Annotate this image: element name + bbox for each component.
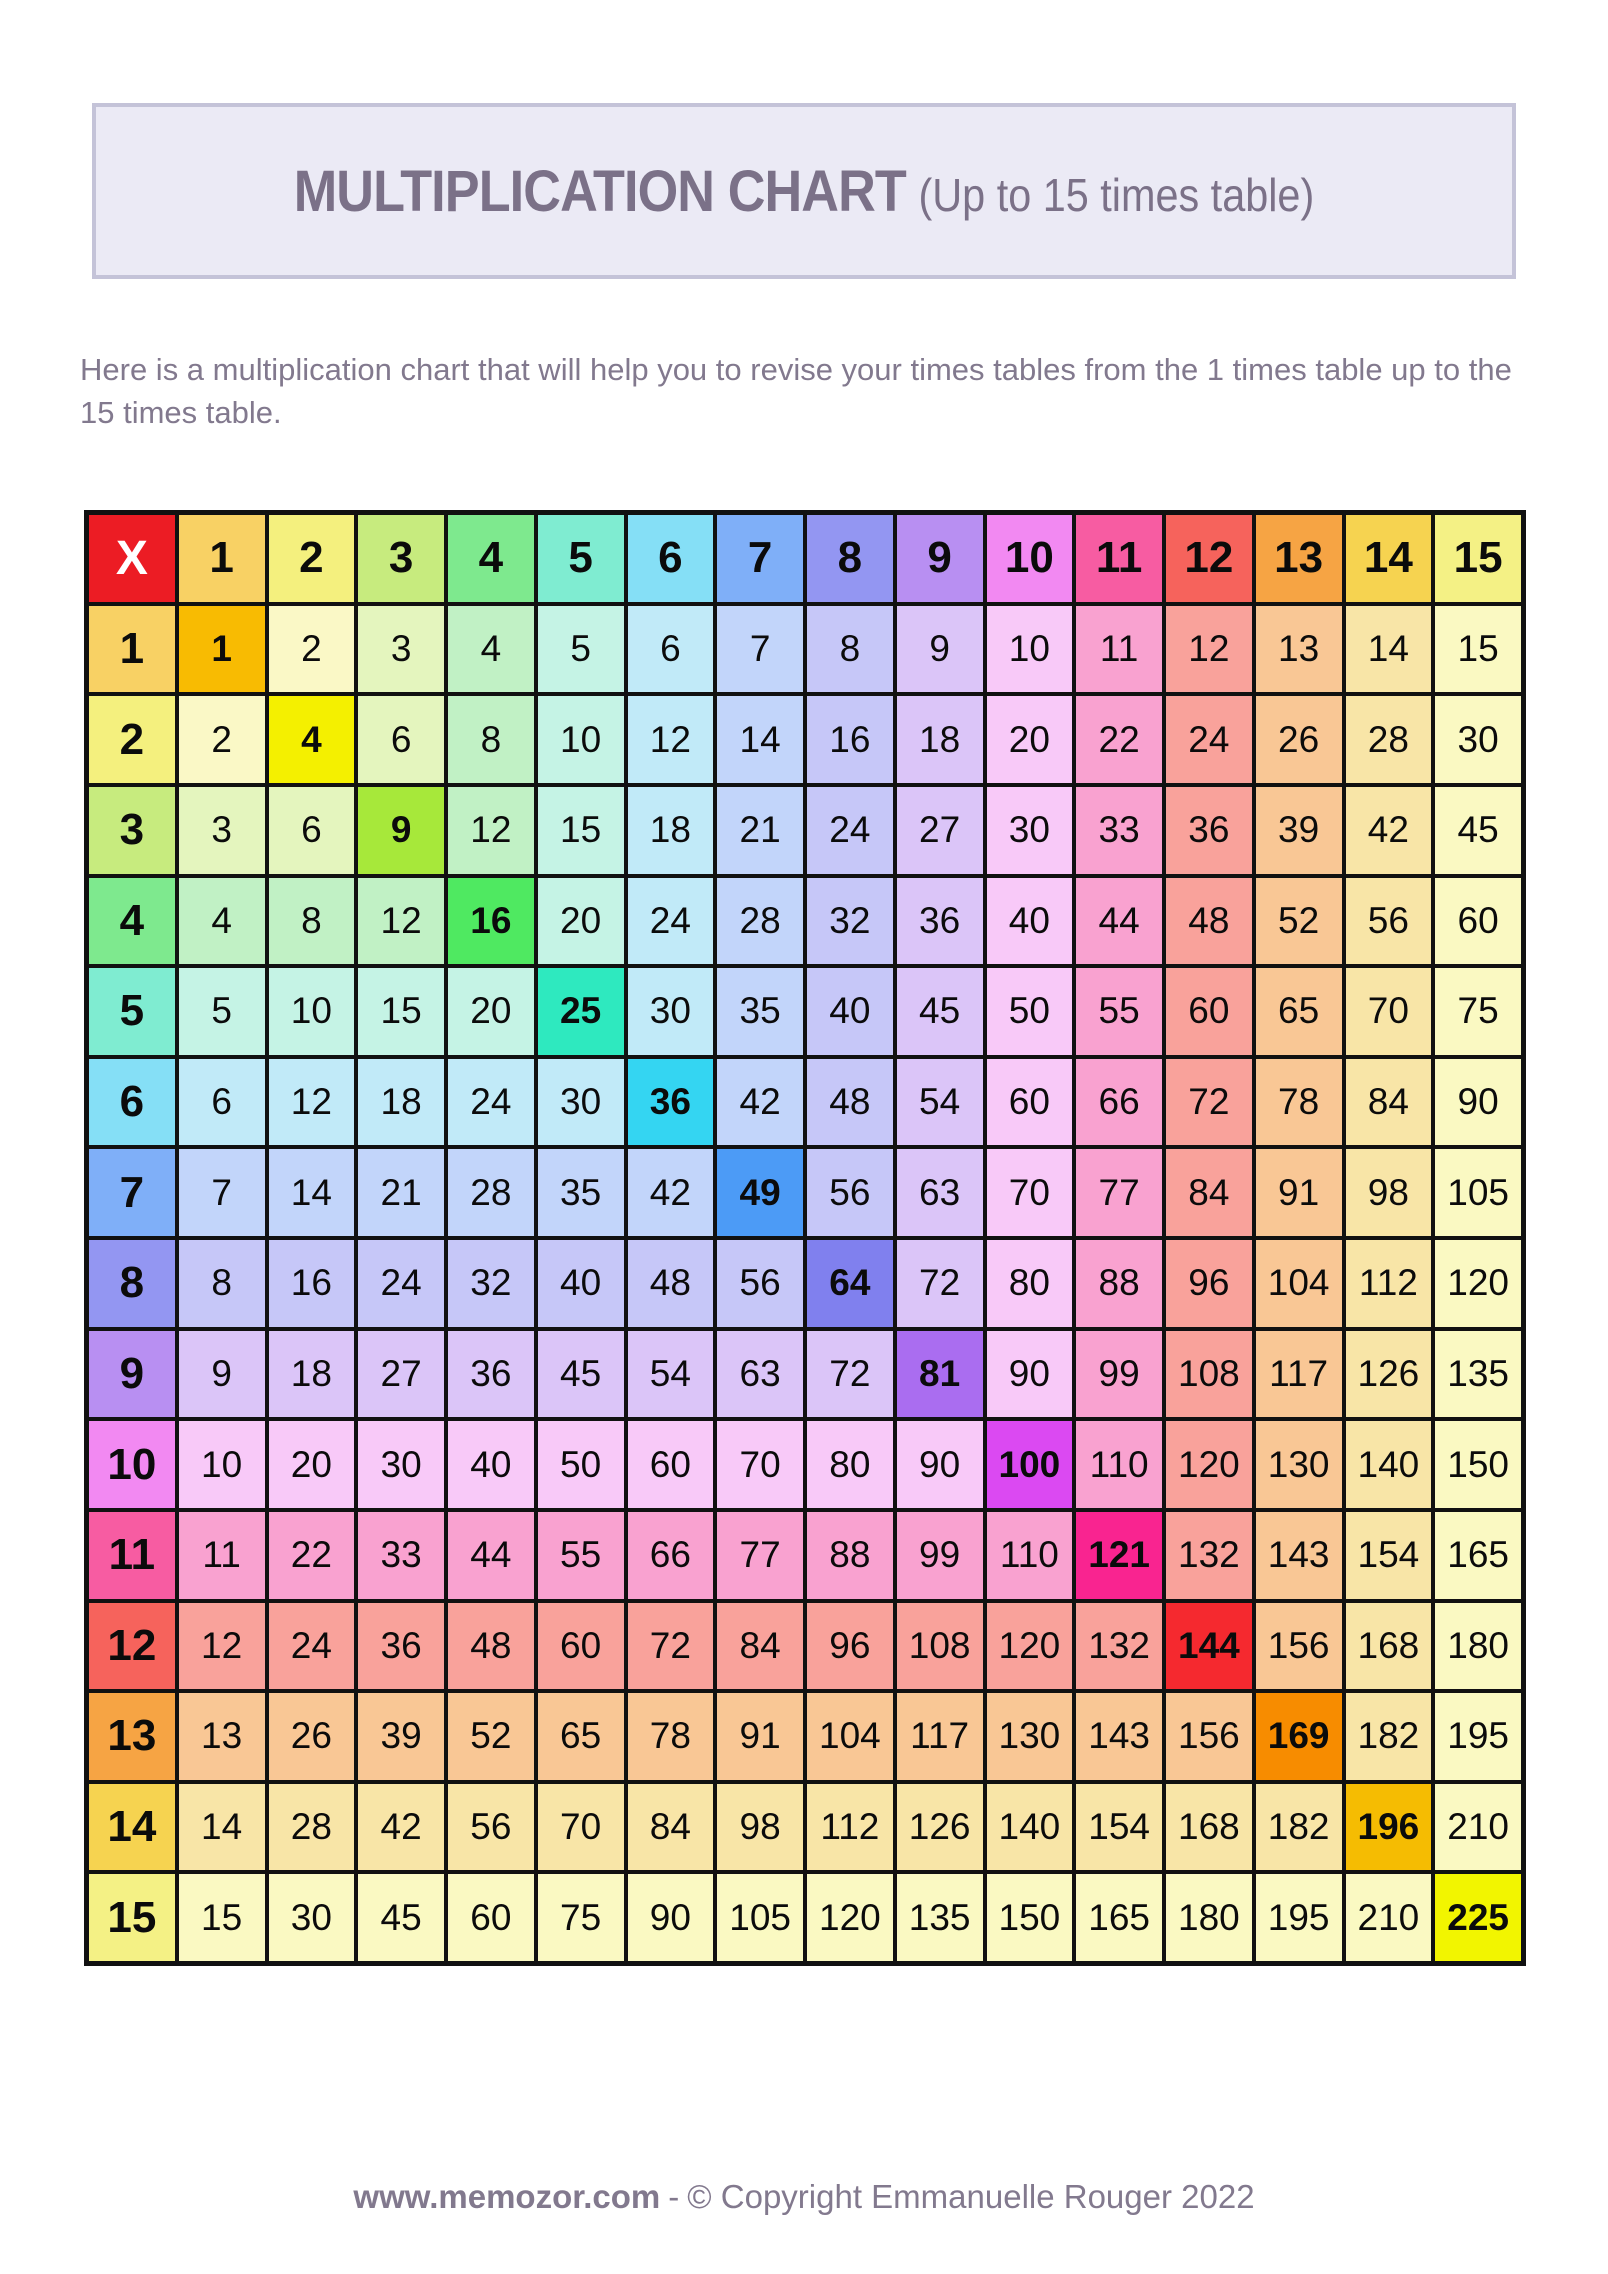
cell-1x9: 9 bbox=[897, 606, 983, 693]
col-header-1: 1 bbox=[179, 515, 265, 602]
cell-3x14: 42 bbox=[1346, 787, 1432, 874]
cell-6x12: 72 bbox=[1166, 1059, 1252, 1146]
cell-8x6: 48 bbox=[628, 1240, 714, 1327]
cell-9x2: 18 bbox=[269, 1331, 355, 1418]
page-title bbox=[294, 158, 1315, 225]
cell-2x14: 28 bbox=[1346, 696, 1432, 783]
cell-12x13: 156 bbox=[1256, 1603, 1342, 1690]
cell-7x12: 84 bbox=[1166, 1149, 1252, 1236]
cell-8x14: 112 bbox=[1346, 1240, 1432, 1327]
intro-text: Here is a multiplication chart that will help you to revise your times tables from the 1 times table up to the 15 times table. bbox=[80, 352, 1512, 431]
cell-7x5: 35 bbox=[538, 1149, 624, 1236]
cell-4x10: 40 bbox=[987, 878, 1073, 965]
cell-1x14: 14 bbox=[1346, 606, 1432, 693]
cell-14x12: 168 bbox=[1166, 1784, 1252, 1871]
cell-6x6: 36 bbox=[628, 1059, 714, 1146]
cell-6x14: 84 bbox=[1346, 1059, 1432, 1146]
cell-8x3: 24 bbox=[358, 1240, 444, 1327]
cell-7x10: 70 bbox=[987, 1149, 1073, 1236]
cell-12x8: 96 bbox=[807, 1603, 893, 1690]
cell-15x1: 15 bbox=[179, 1874, 265, 1961]
cell-7x15: 105 bbox=[1435, 1149, 1521, 1236]
cell-9x5: 45 bbox=[538, 1331, 624, 1418]
cell-11x10: 110 bbox=[987, 1512, 1073, 1599]
cell-15x10: 150 bbox=[987, 1874, 1073, 1961]
cell-10x14: 140 bbox=[1346, 1421, 1432, 1508]
row-header-1: 1 bbox=[89, 606, 175, 693]
cell-6x10: 60 bbox=[987, 1059, 1073, 1146]
cell-8x9: 72 bbox=[897, 1240, 983, 1327]
cell-4x12: 48 bbox=[1166, 878, 1252, 965]
cell-15x2: 30 bbox=[269, 1874, 355, 1961]
col-header-11: 11 bbox=[1076, 515, 1162, 602]
col-header-9: 9 bbox=[897, 515, 983, 602]
cell-3x8: 24 bbox=[807, 787, 893, 874]
cell-12x7: 84 bbox=[717, 1603, 803, 1690]
multiplication-grid bbox=[84, 510, 1526, 1966]
cell-4x8: 32 bbox=[807, 878, 893, 965]
cell-5x11: 55 bbox=[1076, 968, 1162, 1055]
cell-3x15: 45 bbox=[1435, 787, 1521, 874]
cell-1x2: 2 bbox=[269, 606, 355, 693]
cell-7x14: 98 bbox=[1346, 1149, 1432, 1236]
cell-14x9: 126 bbox=[897, 1784, 983, 1871]
cell-15x4: 60 bbox=[448, 1874, 534, 1961]
cell-4x7: 28 bbox=[717, 878, 803, 965]
cell-15x6: 90 bbox=[628, 1874, 714, 1961]
cell-11x15: 165 bbox=[1435, 1512, 1521, 1599]
cell-8x1: 8 bbox=[179, 1240, 265, 1327]
cell-15x3: 45 bbox=[358, 1874, 444, 1961]
cell-9x3: 27 bbox=[358, 1331, 444, 1418]
cell-6x13: 78 bbox=[1256, 1059, 1342, 1146]
cell-7x1: 7 bbox=[179, 1149, 265, 1236]
cell-9x11: 99 bbox=[1076, 1331, 1162, 1418]
cell-11x2: 22 bbox=[269, 1512, 355, 1599]
cell-8x5: 40 bbox=[538, 1240, 624, 1327]
col-header-13: 13 bbox=[1256, 515, 1342, 602]
row-header-6: 6 bbox=[89, 1059, 175, 1146]
cell-13x15: 195 bbox=[1435, 1693, 1521, 1780]
cell-10x11: 110 bbox=[1076, 1421, 1162, 1508]
cell-14x4: 56 bbox=[448, 1784, 534, 1871]
cell-7x9: 63 bbox=[897, 1149, 983, 1236]
cell-13x13: 169 bbox=[1256, 1693, 1342, 1780]
cell-12x6: 72 bbox=[628, 1603, 714, 1690]
cell-10x15: 150 bbox=[1435, 1421, 1521, 1508]
row-header-11: 11 bbox=[89, 1512, 175, 1599]
cell-2x1: 2 bbox=[179, 696, 265, 783]
cell-1x11: 11 bbox=[1076, 606, 1162, 693]
cell-3x10: 30 bbox=[987, 787, 1073, 874]
cell-14x15: 210 bbox=[1435, 1784, 1521, 1871]
cell-5x13: 65 bbox=[1256, 968, 1342, 1055]
row-header-14: 14 bbox=[89, 1784, 175, 1871]
cell-8x12: 96 bbox=[1166, 1240, 1252, 1327]
cell-13x4: 52 bbox=[448, 1693, 534, 1780]
cell-3x1: 3 bbox=[179, 787, 265, 874]
cell-8x13: 104 bbox=[1256, 1240, 1342, 1327]
cell-10x2: 20 bbox=[269, 1421, 355, 1508]
cell-13x12: 156 bbox=[1166, 1693, 1252, 1780]
cell-9x10: 90 bbox=[987, 1331, 1073, 1418]
cell-11x12: 132 bbox=[1166, 1512, 1252, 1599]
row-header-9: 9 bbox=[89, 1331, 175, 1418]
cell-9x4: 36 bbox=[448, 1331, 534, 1418]
cell-3x2: 6 bbox=[269, 787, 355, 874]
cell-2x4: 8 bbox=[448, 696, 534, 783]
row-header-4: 4 bbox=[89, 878, 175, 965]
cell-3x6: 18 bbox=[628, 787, 714, 874]
cell-14x7: 98 bbox=[717, 1784, 803, 1871]
cell-1x15: 15 bbox=[1435, 606, 1521, 693]
cell-10x4: 40 bbox=[448, 1421, 534, 1508]
row-header-12: 12 bbox=[89, 1603, 175, 1690]
cell-3x4: 12 bbox=[448, 787, 534, 874]
cell-7x2: 14 bbox=[269, 1149, 355, 1236]
cell-2x8: 16 bbox=[807, 696, 893, 783]
cell-12x14: 168 bbox=[1346, 1603, 1432, 1690]
cell-10x3: 30 bbox=[358, 1421, 444, 1508]
cell-5x1: 5 bbox=[179, 968, 265, 1055]
cell-5x3: 15 bbox=[358, 968, 444, 1055]
cell-11x4: 44 bbox=[448, 1512, 534, 1599]
cell-14x3: 42 bbox=[358, 1784, 444, 1871]
cell-9x14: 126 bbox=[1346, 1331, 1432, 1418]
cell-9x6: 54 bbox=[628, 1331, 714, 1418]
cell-13x9: 117 bbox=[897, 1693, 983, 1780]
cell-2x10: 20 bbox=[987, 696, 1073, 783]
cell-14x13: 182 bbox=[1256, 1784, 1342, 1871]
cell-15x11: 165 bbox=[1076, 1874, 1162, 1961]
cell-12x15: 180 bbox=[1435, 1603, 1521, 1690]
multiplication-table bbox=[84, 510, 1526, 1966]
cell-9x8: 72 bbox=[807, 1331, 893, 1418]
cell-10x1: 10 bbox=[179, 1421, 265, 1508]
cell-1x6: 6 bbox=[628, 606, 714, 693]
col-header-4: 4 bbox=[448, 515, 534, 602]
row-header-2: 2 bbox=[89, 696, 175, 783]
cell-8x11: 88 bbox=[1076, 1240, 1162, 1327]
col-header-14: 14 bbox=[1346, 515, 1432, 602]
cell-8x10: 80 bbox=[987, 1240, 1073, 1327]
cell-4x1: 4 bbox=[179, 878, 265, 965]
cell-12x9: 108 bbox=[897, 1603, 983, 1690]
cell-1x5: 5 bbox=[538, 606, 624, 693]
cell-1x12: 12 bbox=[1166, 606, 1252, 693]
cell-2x6: 12 bbox=[628, 696, 714, 783]
cell-3x12: 36 bbox=[1166, 787, 1252, 874]
cell-11x7: 77 bbox=[717, 1512, 803, 1599]
cell-1x3: 3 bbox=[358, 606, 444, 693]
cell-3x7: 21 bbox=[717, 787, 803, 874]
cell-11x5: 55 bbox=[538, 1512, 624, 1599]
cell-1x13: 13 bbox=[1256, 606, 1342, 693]
cell-4x5: 20 bbox=[538, 878, 624, 965]
cell-6x4: 24 bbox=[448, 1059, 534, 1146]
col-header-6: 6 bbox=[628, 515, 714, 602]
cell-13x3: 39 bbox=[358, 1693, 444, 1780]
cell-12x5: 60 bbox=[538, 1603, 624, 1690]
cell-7x4: 28 bbox=[448, 1149, 534, 1236]
col-header-7: 7 bbox=[717, 515, 803, 602]
row-header-5: 5 bbox=[89, 968, 175, 1055]
cell-14x6: 84 bbox=[628, 1784, 714, 1871]
cell-3x3: 9 bbox=[358, 787, 444, 874]
cell-1x1: 1 bbox=[179, 606, 265, 693]
cell-13x2: 26 bbox=[269, 1693, 355, 1780]
cell-13x6: 78 bbox=[628, 1693, 714, 1780]
cell-12x4: 48 bbox=[448, 1603, 534, 1690]
cell-2x13: 26 bbox=[1256, 696, 1342, 783]
cell-10x10: 100 bbox=[987, 1421, 1073, 1508]
cell-8x7: 56 bbox=[717, 1240, 803, 1327]
cell-13x7: 91 bbox=[717, 1693, 803, 1780]
cell-4x15: 60 bbox=[1435, 878, 1521, 965]
col-header-5: 5 bbox=[538, 515, 624, 602]
cell-3x13: 39 bbox=[1256, 787, 1342, 874]
cell-11x6: 66 bbox=[628, 1512, 714, 1599]
cell-11x14: 154 bbox=[1346, 1512, 1432, 1599]
cell-10x9: 90 bbox=[897, 1421, 983, 1508]
row-header-10: 10 bbox=[89, 1421, 175, 1508]
cell-10x7: 70 bbox=[717, 1421, 803, 1508]
cell-6x5: 30 bbox=[538, 1059, 624, 1146]
cell-6x7: 42 bbox=[717, 1059, 803, 1146]
cell-1x4: 4 bbox=[448, 606, 534, 693]
cell-6x3: 18 bbox=[358, 1059, 444, 1146]
cell-13x5: 65 bbox=[538, 1693, 624, 1780]
cell-7x8: 56 bbox=[807, 1149, 893, 1236]
cell-14x11: 154 bbox=[1076, 1784, 1162, 1871]
title-banner bbox=[92, 103, 1516, 279]
cell-11x1: 11 bbox=[179, 1512, 265, 1599]
footer-separator: - bbox=[668, 2178, 680, 2215]
cell-10x12: 120 bbox=[1166, 1421, 1252, 1508]
cell-14x8: 112 bbox=[807, 1784, 893, 1871]
cell-15x14: 210 bbox=[1346, 1874, 1432, 1961]
cell-7x7: 49 bbox=[717, 1149, 803, 1236]
cell-14x1: 14 bbox=[179, 1784, 265, 1871]
cell-11x13: 143 bbox=[1256, 1512, 1342, 1599]
cell-4x3: 12 bbox=[358, 878, 444, 965]
cell-3x5: 15 bbox=[538, 787, 624, 874]
col-header-12: 12 bbox=[1166, 515, 1252, 602]
cell-15x15: 225 bbox=[1435, 1874, 1521, 1961]
cell-5x7: 35 bbox=[717, 968, 803, 1055]
cell-4x2: 8 bbox=[269, 878, 355, 965]
cell-13x11: 143 bbox=[1076, 1693, 1162, 1780]
cell-5x2: 10 bbox=[269, 968, 355, 1055]
row-header-3: 3 bbox=[89, 787, 175, 874]
cell-12x1: 12 bbox=[179, 1603, 265, 1690]
col-header-3: 3 bbox=[358, 515, 444, 602]
cell-7x3: 21 bbox=[358, 1149, 444, 1236]
cell-5x15: 75 bbox=[1435, 968, 1521, 1055]
cell-13x14: 182 bbox=[1346, 1693, 1432, 1780]
col-header-15: 15 bbox=[1435, 515, 1521, 602]
cell-10x5: 50 bbox=[538, 1421, 624, 1508]
cell-9x7: 63 bbox=[717, 1331, 803, 1418]
cell-6x11: 66 bbox=[1076, 1059, 1162, 1146]
cell-5x8: 40 bbox=[807, 968, 893, 1055]
cell-5x10: 50 bbox=[987, 968, 1073, 1055]
cell-7x13: 91 bbox=[1256, 1149, 1342, 1236]
cell-11x11: 121 bbox=[1076, 1512, 1162, 1599]
cell-8x15: 120 bbox=[1435, 1240, 1521, 1327]
cell-8x8: 64 bbox=[807, 1240, 893, 1327]
cell-13x8: 104 bbox=[807, 1693, 893, 1780]
cell-1x7: 7 bbox=[717, 606, 803, 693]
footer-copyright: © Copyright Emmanuelle Rouger 2022 bbox=[687, 2178, 1255, 2215]
row-header-13: 13 bbox=[89, 1693, 175, 1780]
cell-10x6: 60 bbox=[628, 1421, 714, 1508]
cell-9x1: 9 bbox=[179, 1331, 265, 1418]
cell-4x4: 16 bbox=[448, 878, 534, 965]
cell-9x9: 81 bbox=[897, 1331, 983, 1418]
cell-13x10: 130 bbox=[987, 1693, 1073, 1780]
cell-15x12: 180 bbox=[1166, 1874, 1252, 1961]
cell-12x2: 24 bbox=[269, 1603, 355, 1690]
cell-14x2: 28 bbox=[269, 1784, 355, 1871]
cell-4x14: 56 bbox=[1346, 878, 1432, 965]
footer-site: www.memozor.com bbox=[353, 2178, 661, 2215]
cell-10x13: 130 bbox=[1256, 1421, 1342, 1508]
cell-5x12: 60 bbox=[1166, 968, 1252, 1055]
cell-11x9: 99 bbox=[897, 1512, 983, 1599]
cell-7x11: 77 bbox=[1076, 1149, 1162, 1236]
cell-3x9: 27 bbox=[897, 787, 983, 874]
cell-4x13: 52 bbox=[1256, 878, 1342, 965]
cell-15x9: 135 bbox=[897, 1874, 983, 1961]
page-title-main: MULTIPLICATION CHART bbox=[293, 158, 906, 224]
cell-15x13: 195 bbox=[1256, 1874, 1342, 1961]
cell-8x4: 32 bbox=[448, 1240, 534, 1327]
cell-2x9: 18 bbox=[897, 696, 983, 783]
cell-15x7: 105 bbox=[717, 1874, 803, 1961]
cell-4x9: 36 bbox=[897, 878, 983, 965]
cell-14x5: 70 bbox=[538, 1784, 624, 1871]
cell-7x6: 42 bbox=[628, 1149, 714, 1236]
cell-2x15: 30 bbox=[1435, 696, 1521, 783]
cell-12x10: 120 bbox=[987, 1603, 1073, 1690]
cell-4x6: 24 bbox=[628, 878, 714, 965]
corner-cell: X bbox=[89, 515, 175, 602]
col-header-10: 10 bbox=[987, 515, 1073, 602]
cell-2x11: 22 bbox=[1076, 696, 1162, 783]
cell-5x14: 70 bbox=[1346, 968, 1432, 1055]
cell-15x8: 120 bbox=[807, 1874, 893, 1961]
footer bbox=[0, 2178, 1608, 2216]
cell-6x15: 90 bbox=[1435, 1059, 1521, 1146]
page-title-subtitle: (Up to 15 times table) bbox=[918, 168, 1315, 221]
cell-4x11: 44 bbox=[1076, 878, 1162, 965]
cell-9x15: 135 bbox=[1435, 1331, 1521, 1418]
cell-9x12: 108 bbox=[1166, 1331, 1252, 1418]
row-header-7: 7 bbox=[89, 1149, 175, 1236]
cell-6x2: 12 bbox=[269, 1059, 355, 1146]
cell-14x10: 140 bbox=[987, 1784, 1073, 1871]
cell-6x9: 54 bbox=[897, 1059, 983, 1146]
cell-12x12: 144 bbox=[1166, 1603, 1252, 1690]
cell-5x4: 20 bbox=[448, 968, 534, 1055]
cell-10x8: 80 bbox=[807, 1421, 893, 1508]
cell-11x8: 88 bbox=[807, 1512, 893, 1599]
cell-15x5: 75 bbox=[538, 1874, 624, 1961]
cell-2x5: 10 bbox=[538, 696, 624, 783]
cell-1x10: 10 bbox=[987, 606, 1073, 693]
cell-13x1: 13 bbox=[179, 1693, 265, 1780]
cell-3x11: 33 bbox=[1076, 787, 1162, 874]
cell-1x8: 8 bbox=[807, 606, 893, 693]
cell-8x2: 16 bbox=[269, 1240, 355, 1327]
row-header-8: 8 bbox=[89, 1240, 175, 1327]
col-header-8: 8 bbox=[807, 515, 893, 602]
cell-14x14: 196 bbox=[1346, 1784, 1432, 1871]
cell-2x12: 24 bbox=[1166, 696, 1252, 783]
cell-2x2: 4 bbox=[269, 696, 355, 783]
row-header-15: 15 bbox=[89, 1874, 175, 1961]
cell-12x3: 36 bbox=[358, 1603, 444, 1690]
cell-2x3: 6 bbox=[358, 696, 444, 783]
cell-5x9: 45 bbox=[897, 968, 983, 1055]
cell-5x6: 30 bbox=[628, 968, 714, 1055]
cell-2x7: 14 bbox=[717, 696, 803, 783]
cell-6x8: 48 bbox=[807, 1059, 893, 1146]
cell-5x5: 25 bbox=[538, 968, 624, 1055]
cell-9x13: 117 bbox=[1256, 1331, 1342, 1418]
cell-11x3: 33 bbox=[358, 1512, 444, 1599]
cell-12x11: 132 bbox=[1076, 1603, 1162, 1690]
cell-6x1: 6 bbox=[179, 1059, 265, 1146]
col-header-2: 2 bbox=[269, 515, 355, 602]
